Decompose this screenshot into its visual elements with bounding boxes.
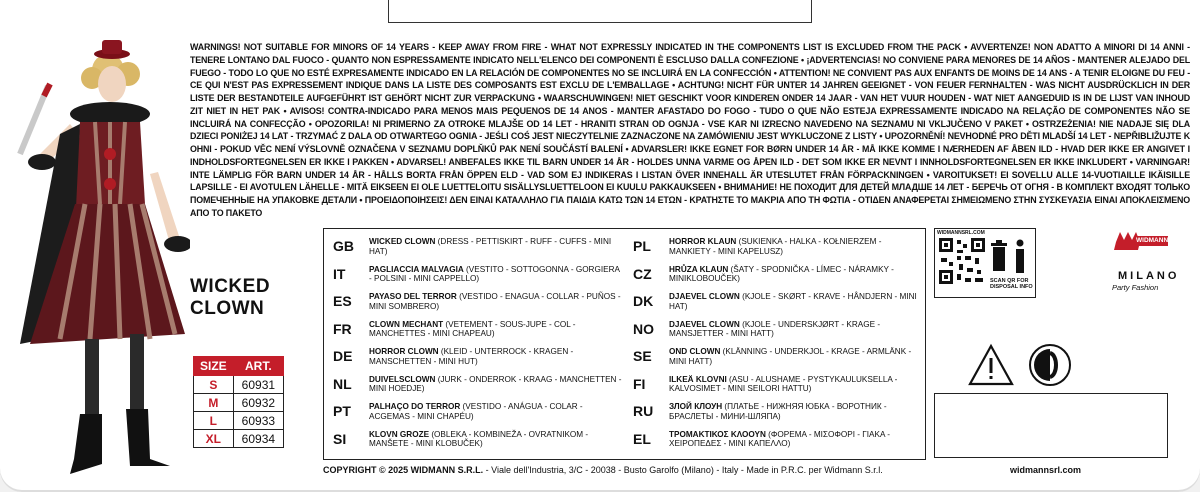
costume-components: (KLEID - UNTERROCK - KRAGEN - MANSCHETTEN - MINI HUT) [369,347,574,366]
language-code: PL [633,238,651,254]
costume-name: HORROR KLAUN [669,237,737,246]
costume-name: HORROR CLOWN [369,347,439,356]
costume-components: (SUKIENKA - HALKA - KOŁNIERZEM - MANKIETY - MINI KAPELUSZ) [669,237,882,256]
model-photo [0,34,190,492]
translation-text [369,233,624,256]
costume-components: (ПЛАТЬЕ - НИЖНЯЯ ЮБКА - ВОРОТНИК - БРАСЛЕТЫ - МИНИ-ШЛЯПА) [669,402,887,421]
translation-text [669,398,924,421]
qr-title: WIDMANNSRL.COM [937,230,985,236]
qr-code-icon[interactable] [939,238,985,284]
costume-components: (OBLEKA - KOMBINEŽA - OVRATNIKOM - MANŠETE - MINI KLOBUČEK) [369,429,589,448]
costume-components: (JURK - ONDERROK - KRAAG - MANCHETTEN - MINI HOEDJE) [369,374,622,393]
costume-components: (ΦΟΡΕΜΑ - ΜΙΣΟΦΟΡΙ - ΓΙΑΚΑ - ΧΕΙΡΟΠΕΔΕΣ - ΜΙΝΙ ΚΑΠΕΛΛΟ) [669,429,890,448]
translation-text [369,426,624,449]
costume-name: DJAEVEL CLOWN [669,319,740,329]
translation-row [324,261,624,289]
translation-row [324,398,624,426]
translation-row [624,426,924,454]
translation-text [369,371,624,394]
translation-row [324,316,624,344]
article-header: ART. [233,357,283,376]
costume-name: WICKED CLOWN [369,237,436,246]
language-code: PT [333,403,351,419]
copyright-holder: COPYRIGHT © 2025 WIDMANN S.R.L. [323,465,484,475]
language-code: GB [333,238,354,254]
translations-right-column [624,233,924,453]
costume-components: (KJOLE - SKØRT - KRAVE - HÅNDJERN - MINI HAT) [669,292,917,311]
company-address: - Viale dell'Industria, 3/C - 20038 - Busto Garolfo (Milano) - Italy - Made in P.R.C. per Widmann S.r.l. [483,465,883,475]
face [98,66,126,102]
translation-text [669,371,924,394]
translation-text [669,343,924,366]
safety-warnings-text: WARNINGS! NOT SUITABLE FOR MINORS OF 14 YEARS - KEEP AWAY FROM FIRE - WHAT NOT EXPRESSLY INDICATED IN THE COMPONENTS LIST IS EXCLUDED FROM THE PACK • AVVERTENZE! NON ADATTO A MINORI DI 14 ANNI - TENERE LONTANO DAL FUOCO - QUANTO NON ESPRESSAMENTE INDICATO NELL'ELENCO DEI COMPONENTI È ESCLUSO DALLA CONFEZIONE • ¡ADVERTENCIAS! NO CONVIENE PARA MENORES DE 14 AÑOS - MANTENER ALEJADO DEL FUEGO - TODO LO QUE NO ESTÉ EXPRESAMENTE INDICADO EN LA RELACIÓN DE COMPONENTES NO SE INCLUIRÁ EN LA CONFECCIÓN • ATTENTION! NE CONVIENT PAS AUX ENFANTS DE MOINS DE 14 ANS - A TENIR ELOIGNE DU FEU - CE QUI N'EST PAS EXPRESSEMENT INDIQUE DANS LA LISTE DES COMPOSANTS EST EXCLU DE L'EMBALLAGE • ACHTUNG! NICHT FÜR UNTER 14 JAHREN GEEIGNET - VON FEUER FERNHALTEN - WAS NICHT AUSDRÜCKLICH IN DER LISTE DER BESTANDTEILE AUFGEFÜHRT IST GEHÖRT NICHT ZUR VERPACKUNG • WAARSCHUWINGEN! NIET GESCHIKT VOOR KINDEREN ONDER 14 JAAR - VAN HET VUUR HOUDEN - WAT NIET AANGEDUID IS IN DE LIJST VAN INHOUD ZIT NIET IN HET PAK • AVISOS! CONTRA-INDICADO PARA MENOS MAIS PEQUENOS DE 14 ANOS - MANTER AFASTADO DO FOGO - TUDO O QUE NÃO ESTEJA EXPRESSAMENTE INDICADO NA RELAÇÃO DE COMPONENTES NÃO SE INCLUIRÁ NA CONFECÇÃO • OPOZORILA! NI PRIMERNO ZA OTROKE MLAJŠE OD 14 LET - HRANITI STRAN OD OGNJA - VSE KAR NI IZRECNO NAVEDENO NA SEZNAMU NI VKLJUČENO V PAKET • OSTRZEŻENIA! NIE NADAJE SIĘ DLA DZIECI PONIŻEJ 14 LAT - TRZYMAĆ Z DALA OD OTWARTEGO OGNIA - JEŚLI COŚ JEST NIECZYTELNIE ZAZNACZONE NA ZAMÓWIENIU JEST WYKLUCZONE Z LISTY • UPOZORNĚNÍ! NEVHODNÉ PRO DĚTI MLADŠÍ 14 LET - NEPŘIBLIŽUJTE K OHNI - POKUD VĚC NENÍ VÝSLOVNĚ OZNAČENA V SEZNAMU DOPLŇKŮ PAK NENÍ SOUČÁSTÍ BALENÍ • ADVARSLER! IKKE EGNET FOR BØRN UNDER 14 ÅR - MÅ IKKE KOMME I NÆRHEDEN AF ÅBEN ILD - HVAD DER IKKE ER ANGIVET I INDHOLDSFORTEGNELSEN ER IKKE I PAKKEN • ADVARSEL! ANBEFALES IKKE TIL BARN UNDER 14 ÅR - HOLDES UNNA VARME OG ÅPEN ILD - DET SOM IKKE ER NEVNT I INNHOLDSFORTEGNELSEN ER IKKE INKLUDERT • VARNINGAR! INTE LÄMPLIG FÖR BARN UNDER 14 ÅR - HÅLLS BORTA FRÅN ÖPPEN ELD - VAD SOM EJ INDIKERAS I LISTAN ÖVER INNEHALL ÄR UTESLUTET FRÅN FÖRPACKNINGEN • VAROITUKSET! EI SOVELLU ALLE 14-VUOTIAILLE IKÄISILLE LAPSILLE - EI AVOTULEN LÄHELLE - MITÄ EIKSEEN EI OLE LUETTELOITU SISÄLLYSLUETTELOON EI KUULU PAKKAUKSEEN • ВНИМАНИЕ! НЕ ПОХОДИТ ДЛЯ ДЕТЕЙ МЛАДШЕ 14 ЛЕТ - БЕРЕЧЬ ОТ ОГНЯ - В КОМПЛЕКТ ВХОДЯТ ТОЛЬКО ПОМЕЧЕННЫЕ НА УПАКОВКЕ ДЕТАЛИ • ΠΡΟΕΙΔΟΠΟΙΗΣΕΙΣ! ΔΕΝ ΕΙΝΑΙ ΚΑΤΑΛΛΗΛΟ ΓΙΑ ΠΑΙΔΙΑ ΚΑΤΩ ΤΩΝ 14 ΕΤΩΝ - ΚΡΑΤΗΣΤΕ ΤΟ ΜΑΚΡΙΑ ΑΠΟ ΤΗ ΦΩΤΙΑ - ΟΤΙΔΕΝ ΑΝΑΦΕΡΕΤΑΙ ΣΗΜΕΙΩΜΕΝΟ ΣΤΗΝ ΣΥΣΚΕΥΑΣΙΑ ΕΙΝΑΙ ΑΠΟΚΛΕΙΣΜΕΝΟ ΑΠΟ ΤΟ ΠΑΚΕΤΟ [190,42,1190,218]
translation-row [624,316,924,344]
translation-text [369,343,624,366]
qr-disposal-box [934,228,1036,298]
costume-name: OND CLOWN [669,347,721,356]
costume-name: ЗЛОЙ КЛОУН [669,402,723,411]
table-row [194,394,284,412]
size-cell: XL [194,430,234,448]
product-title-line1: WICKED [190,276,271,297]
costume-components: (VESTIDO - ANÁGUA - COLAR - ACGEMAS - MINI CHAPÉU) [369,402,583,421]
translation-row [624,398,924,426]
translation-row [624,288,924,316]
boots [70,414,102,474]
website-link[interactable]: widmannsrl.com [1010,465,1082,475]
translations-left-column [324,233,624,453]
language-code: FI [633,375,646,392]
table-row [194,412,284,430]
product-title-line2: CLOWN [190,298,265,319]
translation-row [324,343,624,371]
recycle-bin-icon [991,239,1007,275]
costume-name: DJAEVEL CLOWN [669,292,740,301]
size-article-table [193,356,284,448]
language-code: DE [333,348,353,364]
costume-components: (KLÄNNING - UNDERKJOL - KRAGE - ARMLÄNK - MINI HATT) [669,347,912,366]
language-code: RU [633,403,654,419]
costume-components: (VETEMENT - SOUS-JUPE - COL - MANCHETTES - MINI CHAPEAU) [369,319,576,338]
language-code: CZ [633,265,652,282]
translation-text [369,261,624,284]
costume-components: (DRESS - PETTISKIRT - RUFF - CUFFS - MINI HAT) [369,237,612,256]
translation-row [324,371,624,399]
costume-name: ILKEÄ KLOVNI [669,374,727,384]
language-code: IT [333,265,346,282]
language-code: NL [333,375,352,392]
size-cell: L [194,412,234,430]
copyright-line [323,465,883,475]
brand-tagline: Party Fashion [1112,283,1159,292]
table-row [194,376,284,394]
translations-box [323,228,926,460]
language-code: EL [633,430,651,447]
translation-text [369,288,624,311]
translation-row [624,233,924,261]
language-code: SI [333,430,347,447]
language-code: NO [633,320,654,337]
costume-name: PALHAÇO DO TERROR [369,402,461,411]
article-cell: 60931 [233,376,283,394]
costume-name: ΤΡΟΜΑΚΤΙΚΟΣ ΚΛΟΟΥΝ [669,429,766,439]
product-title [190,276,270,320]
table-row [194,430,284,448]
costume-components: (VESTITO - SOTTOGONNA - GORGIERA - POLSINI - MINI CAPPELLO) [369,264,620,283]
costume-name: PAYASO DEL TERROR [369,292,457,301]
costume-name: HRŮZA KLAUN [669,264,729,274]
costume-name: DUIVELSCLOWN [369,374,436,384]
article-cell: 60934 [233,430,283,448]
costume-components: (VESTIDO - ENAGUA - COLLAR - PUÑOS - MINI SOMBRERO) [369,292,621,311]
translation-text [369,398,624,421]
translation-text [669,316,924,339]
size-cell: M [194,394,234,412]
costume-name: KLOVN GROZE [369,429,430,439]
green-dot-recycling-icon [1028,343,1072,387]
brand-city: MILANO [1118,270,1180,282]
translation-text [669,261,924,284]
brand-name: WIDMANN [1136,237,1169,244]
translation-row [624,261,924,289]
size-cell: S [194,376,234,394]
article-cell: 60933 [233,412,283,430]
translation-row [624,343,924,371]
translation-text [669,288,924,311]
qr-caption: SCAN QR FOR DISPOSAL INFO [990,278,1033,290]
translation-row [324,426,624,454]
article-cell: 60932 [233,394,283,412]
translation-text [669,426,924,449]
translation-text [369,316,624,339]
costume-components: (ŠATY - SPODNIČKA - LÍMEC - NÁRAMKY - MINIKLOBOUČEK) [669,264,894,283]
translation-row [324,288,624,316]
language-code: DK [633,293,654,309]
size-header: SIZE [194,357,234,376]
costume-components: (ASU - ALUSHAME - PYSTYKAULUKSELLA - KALVOSIMET - MINI SEILORI HATTU) [669,374,898,393]
info-icon [1011,239,1029,275]
barcode-area-box [934,393,1168,458]
language-code: ES [333,293,352,309]
knife-prop [20,86,48,154]
hang-tab-slot [388,0,812,23]
translation-text [669,233,924,256]
warning-triangle-icon [968,343,1014,387]
costume-name: CLOWN MECHANT [369,319,444,329]
translation-row [324,233,624,261]
language-code: SE [633,348,652,364]
language-code: FR [333,320,352,337]
costume-name: PAGLIACCIA MALVAGIA [369,264,464,274]
translation-row [624,371,924,399]
costume-components: (KJOLE - UNDERSKJØRT - KRAGE - MANSJETTER - MINI HATT) [669,319,881,338]
